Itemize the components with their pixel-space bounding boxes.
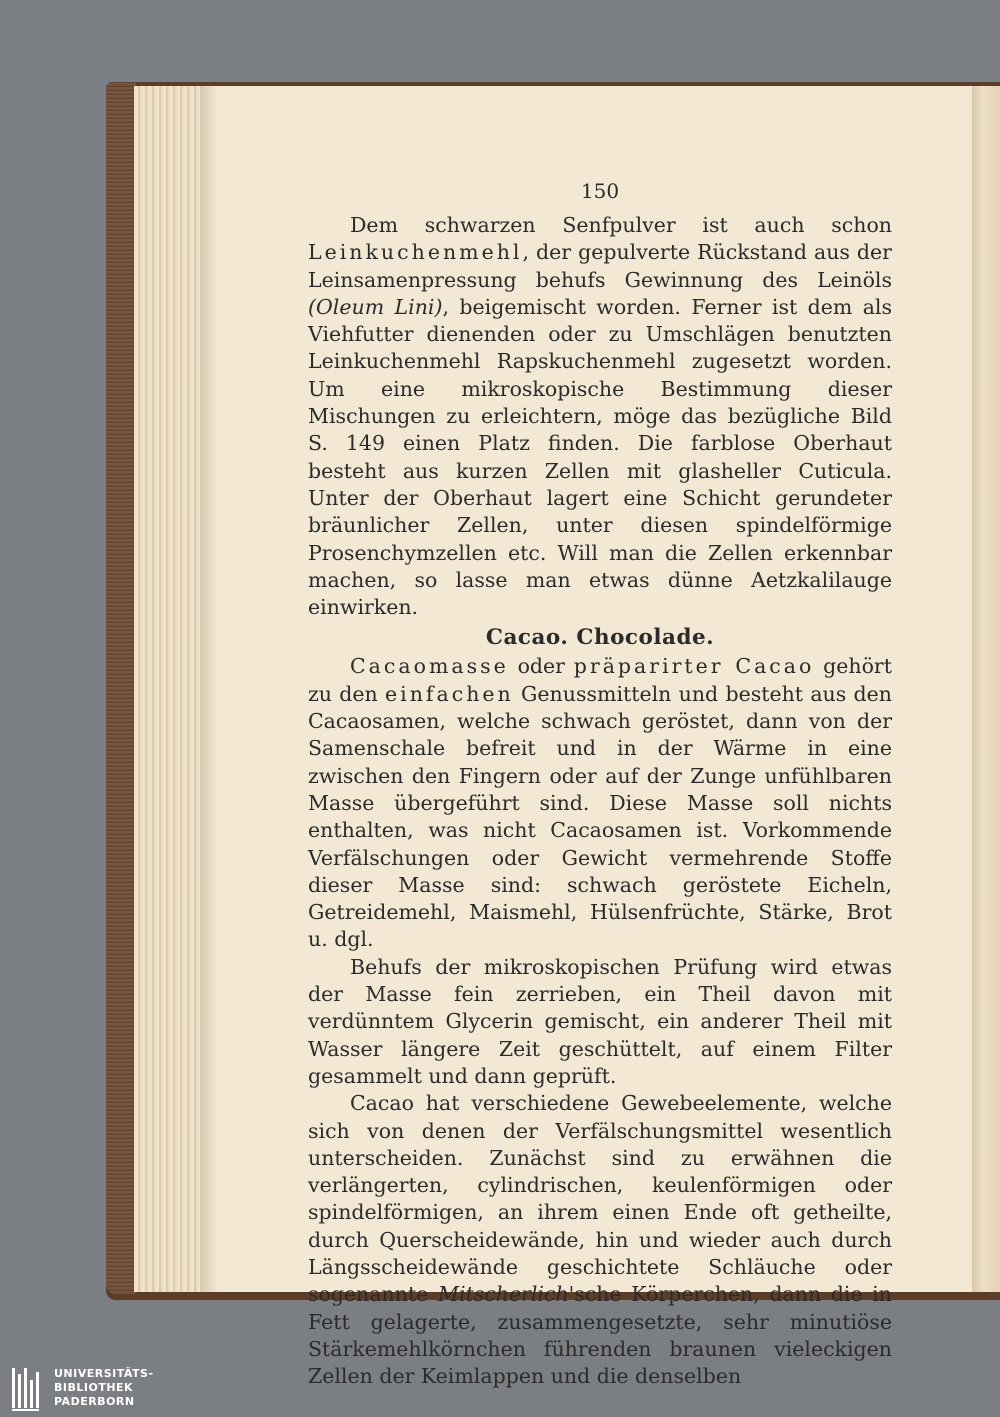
paragraph-text: Cacao hat verschiedene Gewebeelemente, welche sich von denen der Verfälschungsmittel wesentlich unterscheiden. Zunächst sind zu erwähnen die verlängerten, cylindrischen, keulenförmigen oder spindelförmigen, an ihrem einen Ende oft getheilte, durch Querscheidewände, hin und wieder auch durch Längsscheidewände geschichtete Schläuche oder sogenannte <box>308 1091 892 1307</box>
paragraph-text: oder <box>508 654 574 679</box>
spaced-term: Leinkuchenmehl <box>308 240 523 265</box>
library-logo-icon <box>10 1366 44 1412</box>
italic-name: Mitscherlich <box>437 1282 569 1307</box>
library-name-line: PADERBORN <box>54 1395 135 1408</box>
paragraph-leinkuchenmehl <box>308 212 892 621</box>
paragraph-cacaomasse <box>308 653 892 953</box>
book-gutter <box>972 86 1000 1292</box>
paragraph-text: gehört zu den <box>308 654 892 706</box>
paragraph-text: , beigemischt worden. Ferner ist dem als Viehfutter dienenden oder zu Umschlägen benutzten Leinkuchenmehl Rapskuchenmehl zugesetzt worden. Um eine mikroskopische Bestimmung dieser Mischungen zu erleichtern, möge das bezügliche Bild S. 149 einen Platz finden. Die farblose Oberhaut besteht aus kurzen Zellen mit glasheller Cuticula. Unter der Oberhaut lagert eine Schicht gerundeter bräunlicher Zellen, unter diesen spindelförmige Prosenchymzellen etc. Will man die Zellen erkennbar machen, so lasse man etwas dünne Aetzkalilauge einwirken. <box>308 294 893 620</box>
spaced-term: präparirter Cacao <box>573 654 815 679</box>
page-number: 150 <box>580 179 620 203</box>
paragraph-gewebeelemente <box>308 1090 892 1390</box>
page-text-block <box>308 178 892 1390</box>
page-edges <box>134 86 204 1292</box>
paragraph-text: , der gepulverte Rückstand aus der Leinsamenpressung behufs Gewinnung des Leinöls <box>308 240 892 292</box>
paragraph-text: 'sche Körperchen, dann die in Fett gelagerte, zusammengesetzte, sehr minutiöse Stärkemehlkörnchen führenden braunen vieleckigen Zellen der Keimlappen und die denselben <box>308 1282 892 1389</box>
library-name <box>54 1367 154 1409</box>
page-shadow <box>200 86 218 1292</box>
paragraph-text: Dem schwarzen Senfpulver ist auch schon <box>350 213 892 237</box>
paragraph-text: Genussmitteln und besteht aus den Cacaosamen, welche schwach geröstet, dann von der Samenschale befreit und in der Wärme in eine zwischen den Fingern oder auf der Zunge unfühlbaren Masse übergeführt sind. Diese Masse soll nichts enthalten, was nicht Cacaosamen ist. Vorkommende Verfälschungen oder Gewicht vermehrende Stoffe dieser Masse sind: schwach geröstete Eicheln, Getreidemehl, Maismehl, Hülsenfrüchte, Stärke, Brot u. dgl. <box>308 681 892 952</box>
section-heading: Cacao. Chocolade. <box>485 625 715 651</box>
book-spine-cloth <box>106 82 136 1294</box>
library-name-line: BIBLIOTHEK <box>54 1381 134 1394</box>
italic-term: (Oleum Lini) <box>308 294 443 319</box>
spaced-term: einfachen <box>385 681 514 706</box>
paragraph-pruefung: Behufs der mikroskopischen Prüfung wird etwas der Masse fein zerrieben, ein Theil davon mit verdünntem Glycerin gemischt, ein anderer Theil mit Wasser längere Zeit geschüttelt, auf einem Filter gesammelt und dann geprüft. <box>308 954 892 1088</box>
library-name-line: UNIVERSITÄTS- <box>54 1367 154 1380</box>
spaced-term: Cacaomasse <box>350 654 509 679</box>
